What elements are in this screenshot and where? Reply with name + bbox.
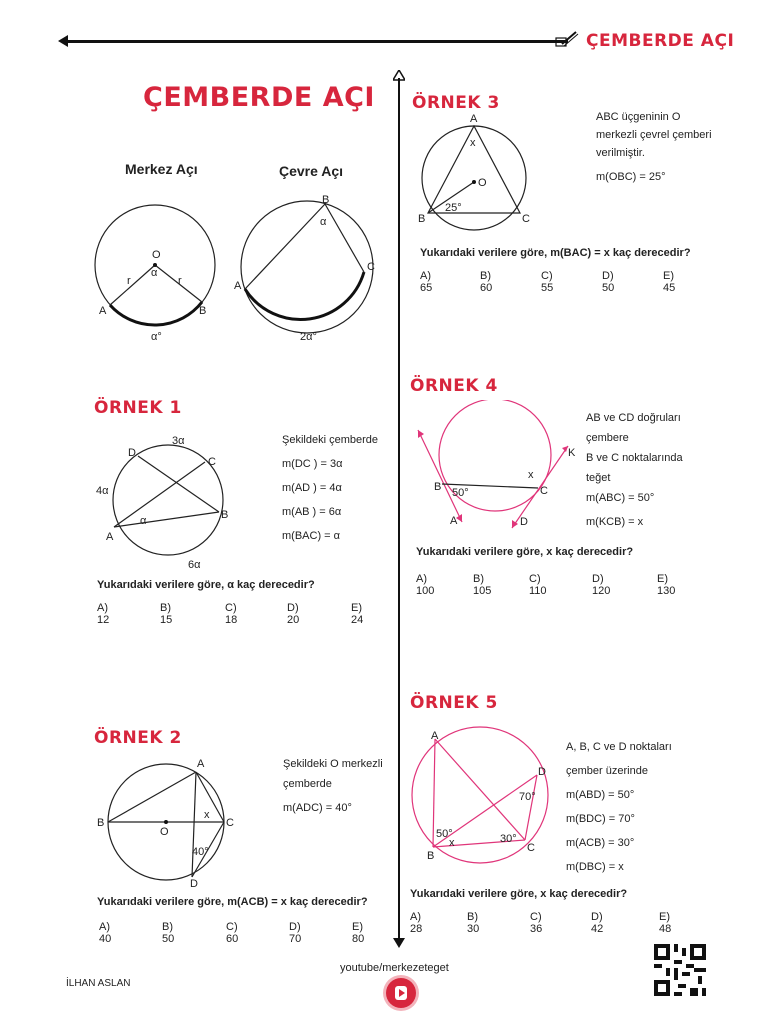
label-B: B <box>199 305 207 317</box>
option[interactable]: B) 105 <box>473 573 492 597</box>
label-r1: r <box>127 275 131 287</box>
option[interactable]: E) 45 <box>663 270 676 294</box>
svg-text:A: A <box>470 113 478 125</box>
label-arc: α° <box>151 331 162 343</box>
label-A: A <box>234 280 242 292</box>
svg-text:C: C <box>540 485 548 497</box>
option[interactable]: E) 24 <box>351 602 364 626</box>
example-2-text: Şekildeki O merkezli çemberde m(ADC) = 40° <box>283 758 383 814</box>
svg-text:B: B <box>221 509 229 521</box>
option[interactable]: B) 60 <box>480 270 493 294</box>
option[interactable]: D) 70 <box>289 921 302 945</box>
svg-text:α: α <box>140 515 147 527</box>
svg-text:A: A <box>431 730 439 742</box>
option[interactable]: E) 48 <box>659 911 672 935</box>
option[interactable]: C) 55 <box>541 270 554 294</box>
example-1-question: Yukarıdaki verilere göre, α kaç derecedir? <box>97 579 315 591</box>
svg-text:D: D <box>190 878 198 890</box>
example-2-question: Yukarıdaki verilere göre, m(ACB) = x kaç derecedir? <box>97 896 368 908</box>
inscribed-angle-label: Çevre Açı <box>279 163 344 179</box>
option[interactable]: A) 100 <box>416 573 435 597</box>
header-rule <box>62 40 568 43</box>
svg-text:B: B <box>97 817 105 829</box>
svg-text:x: x <box>470 137 476 149</box>
label-O: O <box>152 249 161 261</box>
example-3-text: ABC üçgeninin O merkezli çevrel çemberi verilmiştir. m(OBC) = 25° <box>596 111 712 183</box>
option[interactable]: D) 20 <box>287 602 300 626</box>
svg-text:B: B <box>418 213 426 225</box>
example-1-title: ÖRNEK 1 <box>94 398 182 418</box>
svg-text:D: D <box>538 766 546 778</box>
label-r2: r <box>178 275 182 287</box>
youtube-channel-link[interactable]: youtube/merkezeteget <box>340 962 449 974</box>
label-C: C <box>367 261 375 273</box>
example-5-figure <box>405 725 565 870</box>
example-1-text: Şekildeki çemberde m(DC ) = 3α m(AD ) = 4α m(AB ) = 6α m(BAC) = α <box>282 434 378 542</box>
svg-text:C: C <box>527 842 535 854</box>
example-2-title: ÖRNEK 2 <box>94 728 182 748</box>
svg-text:O: O <box>478 177 487 189</box>
svg-text:x: x <box>449 837 455 849</box>
svg-text:B: B <box>427 850 435 862</box>
play-triangle-icon <box>399 989 405 997</box>
example-4-text: AB ve CD doğruları çembere B ve C noktalarında teğet m(ABC) = 50° m(KCB) = x <box>586 412 683 528</box>
divider-arrow-up-icon <box>393 70 405 82</box>
svg-text:A: A <box>106 531 114 543</box>
svg-text:30°: 30° <box>500 833 517 845</box>
inscribed-angle-figure <box>232 192 382 347</box>
svg-text:A: A <box>450 515 458 527</box>
author-name: İLHAN ASLAN <box>66 978 131 989</box>
svg-text:K: K <box>568 447 576 459</box>
option[interactable]: C) 60 <box>226 921 239 945</box>
label-A: A <box>99 305 107 317</box>
label-alpha: α <box>320 216 327 228</box>
central-angle-label: Merkez Açı <box>125 161 198 177</box>
page-title: ÇEMBERDE AÇI <box>143 82 375 113</box>
pencil-icon <box>554 30 580 50</box>
label-alpha: α <box>151 267 158 279</box>
option[interactable]: B) 30 <box>467 911 480 935</box>
label-B: B <box>322 194 330 206</box>
example-3-title: ÖRNEK 3 <box>412 93 500 113</box>
example-1-figure <box>94 432 244 572</box>
qr-code <box>654 944 706 996</box>
option[interactable]: D) 50 <box>602 270 615 294</box>
example-5-question: Yukarıdaki verilere göre, x kaç derecedir? <box>410 888 628 900</box>
option[interactable]: A) 12 <box>97 602 110 626</box>
option[interactable]: B) 15 <box>160 602 173 626</box>
svg-text:25°: 25° <box>445 202 462 214</box>
svg-text:40°: 40° <box>192 846 209 858</box>
option[interactable]: A) 40 <box>99 921 112 945</box>
svg-text:C: C <box>522 213 530 225</box>
svg-text:C: C <box>208 456 216 468</box>
svg-text:B: B <box>434 481 442 493</box>
svg-text:50°: 50° <box>436 828 453 840</box>
svg-text:6α: 6α <box>188 559 201 571</box>
svg-text:D: D <box>128 447 136 459</box>
svg-text:x: x <box>528 469 534 481</box>
example-3-figure <box>414 112 544 232</box>
svg-text:50°: 50° <box>452 487 469 499</box>
option[interactable]: B) 50 <box>162 921 175 945</box>
option[interactable]: E) 130 <box>657 573 676 597</box>
svg-text:3α: 3α <box>172 435 185 447</box>
example-4-title: ÖRNEK 4 <box>410 376 498 396</box>
label-arc: 2α° <box>300 331 317 343</box>
option[interactable]: E) 80 <box>352 921 365 945</box>
example-5-text: A, B, C ve D noktaları çember üzerinde m(ABD) = 50° m(BDC) = 70° m(ACB) = 30° m(DBC) = x <box>566 741 672 873</box>
option[interactable]: D) 120 <box>592 573 611 597</box>
option[interactable]: D) 42 <box>591 911 604 935</box>
option[interactable]: C) 110 <box>529 573 547 597</box>
example-4-figure <box>410 400 585 535</box>
divider-arrow-down-icon <box>393 938 405 950</box>
example-4-question: Yukarıdaki verilere göre, x kaç derecedir? <box>416 546 634 558</box>
example-5-title: ÖRNEK 5 <box>410 693 498 713</box>
option[interactable]: A) 65 <box>420 270 433 294</box>
example-2-figure <box>94 755 244 890</box>
svg-text:x: x <box>204 809 210 821</box>
example-3-question: Yukarıdaki verilere göre, m(BAC) = x kaç derecedir? <box>420 247 691 259</box>
column-divider <box>398 78 400 944</box>
svg-text:4α: 4α <box>96 485 109 497</box>
option[interactable]: C) 36 <box>530 911 543 935</box>
header-title: ÇEMBERDE AÇI <box>586 31 735 51</box>
option[interactable]: A) 28 <box>410 911 423 935</box>
svg-text:D: D <box>520 516 528 528</box>
svg-text:O: O <box>160 826 169 838</box>
svg-text:70°: 70° <box>519 791 536 803</box>
option[interactable]: C) 18 <box>225 602 238 626</box>
svg-text:A: A <box>197 758 205 770</box>
svg-text:C: C <box>226 817 234 829</box>
central-angle-figure <box>85 190 225 345</box>
